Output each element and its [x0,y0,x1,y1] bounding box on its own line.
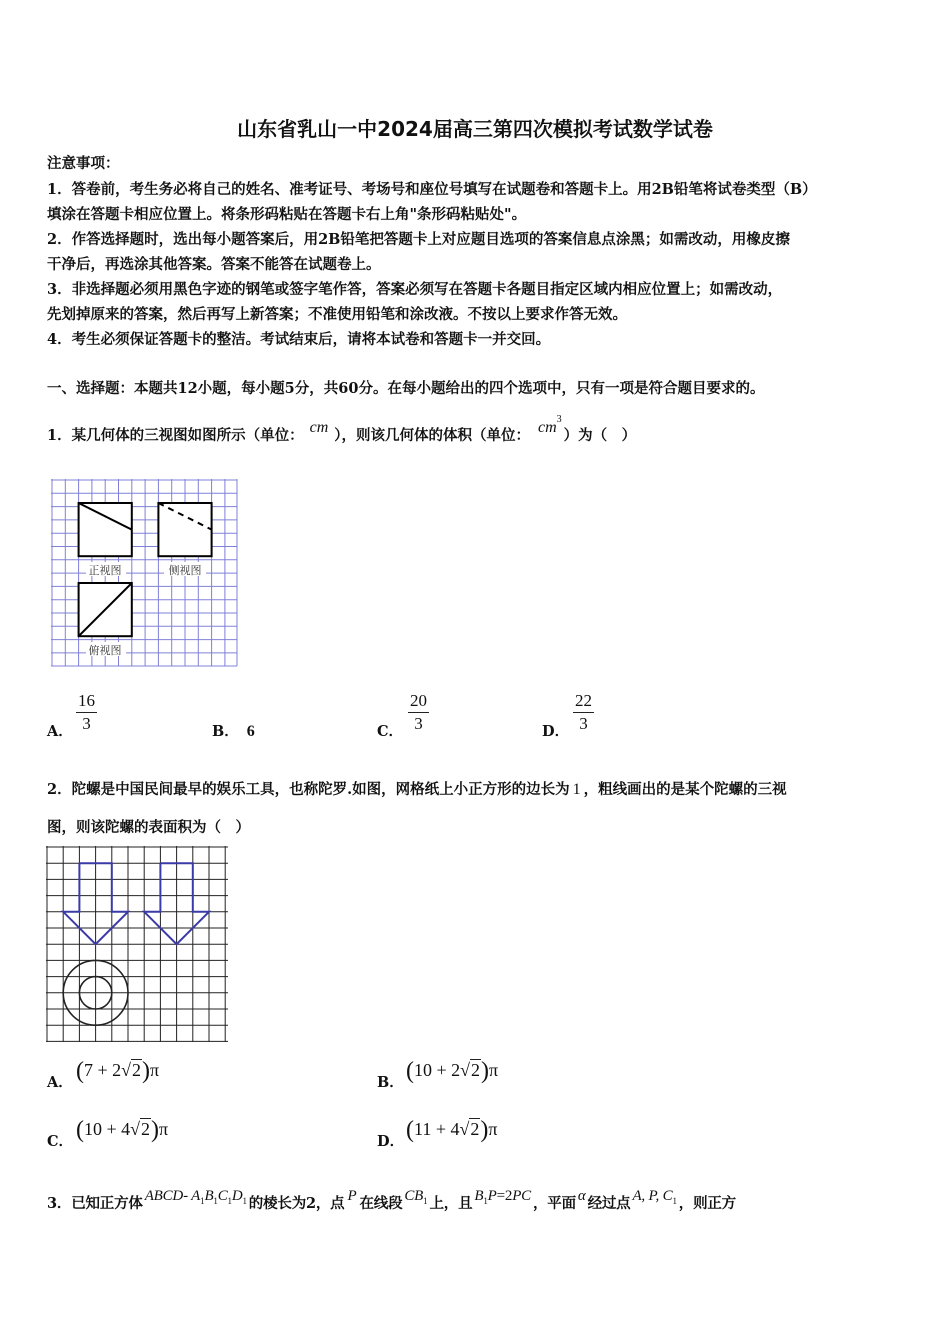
q2-option-a-value: (7 + 2√2)π [76,1058,160,1084]
q2-option-c-label[interactable]: C． [47,1133,74,1150]
top-view-label: 俯视图 [88,644,122,657]
q1-option-d-label[interactable]: D． [542,723,570,740]
q2-stem-line-2: 图，则该陀螺的表面积为（ ） [47,819,250,836]
notice-line-7: 4．考生必须保证答题卡的整洁。考试结束后，请将本试卷和答题卡一并交回。 [47,331,551,348]
q1-option-c-label[interactable]: C． [377,723,404,740]
q2-option-a-label[interactable]: A． [47,1074,73,1091]
q1-stem: 1．某几何体的三视图如图所示（单位： cm ），则该几何体的体积（单位： $cm^3$）为（ ） [47,414,637,444]
q2-option-b-value: (10 + 2√2)π [406,1058,499,1084]
q3-stem: 3．已知正方体 ABCD- $A_1B_1C_1D_1$ 的棱长为2，点 P 在线段 $CB_1$ 上，且 $B_1P=2PC$ ，平面 α 经过点 A, P, $C_1$ ，则正方 [47,1188,736,1212]
notice-line-1: 1．答卷前，考生务必将自己的姓名、准考证号、考场号和座位号填写在试题卷和答题卡上。用2B铅笔将试卷类型（B） [47,181,817,198]
q2-option-b-label[interactable]: B． [377,1074,404,1091]
q2-stem-line-1: 2．陀螺是中国民间最早的娱乐工具，也称陀罗.如图，网格纸上小正方形的边长为 1 ，粗线画出的是某个陀螺的三视 [47,781,787,798]
q2-option-d-label[interactable]: D． [377,1133,405,1150]
q1-option-a-label[interactable]: A． [47,723,73,740]
notice-line-3: 2．作答选择题时，选出每小题答案后，用2B铅笔把答题卡上对应题目选项的答案信息点涂黑；如需改动，用橡皮擦 [47,231,790,248]
q2-option-d-value: (11 + 4√2)π [406,1117,498,1143]
notice-line-2: 填涂在答题卡相应位置上。将条形码粘贴在答题卡右上角"条形码粘贴处"。 [47,206,527,223]
q3-cube-name: ABCD- $A_1B_1C_1D_1$ [144,1188,247,1206]
section-heading: 一、选择题：本题共12小题，每小题5分，共60分。在每小题给出的四个选项中，只有一项是符合题目要求的。 [47,380,765,397]
side-view-label: 侧视图 [168,564,202,577]
q1-option-d-value: $\frac{22}{3}$ [575,691,592,733]
q1-option-a-value: $\frac{16}{3}$ [78,691,95,733]
notice-line-5: 3．非选择题必须用黑色字迹的钢笔或签字笔作答，答案必须写在答题卡各题目指定区域内相应位置上；如需改动， [47,281,783,298]
page-title: 山东省乳山一中2024届高三第四次模拟考试数学试卷 [237,117,713,141]
front-view-square [79,503,132,556]
q1-three-view-figure [48,476,240,668]
q1-unit-cm: cm [309,419,329,436]
notice-line-6: 先划掉原来的答案，然后再写上新答案；不准使用铅笔和涂改液。不按以上要求作答无效。 [47,306,627,323]
q1-option-c-value: $\frac{20}{3}$ [410,691,427,733]
side-view-square [158,503,211,556]
notice-line-4: 干净后，再选涂其他答案。答案不能答在试题卷上。 [47,256,381,273]
q2-option-c-value: (10 + 4√2)π [76,1117,169,1143]
q2-three-view-figure [45,845,230,1045]
q1-unit-cm3: $cm^3$ [538,414,562,436]
front-view-label: 正视图 [88,564,122,577]
notice-heading: 注意事项： [47,155,120,172]
q1-option-b[interactable]: B． 6 [212,723,255,740]
